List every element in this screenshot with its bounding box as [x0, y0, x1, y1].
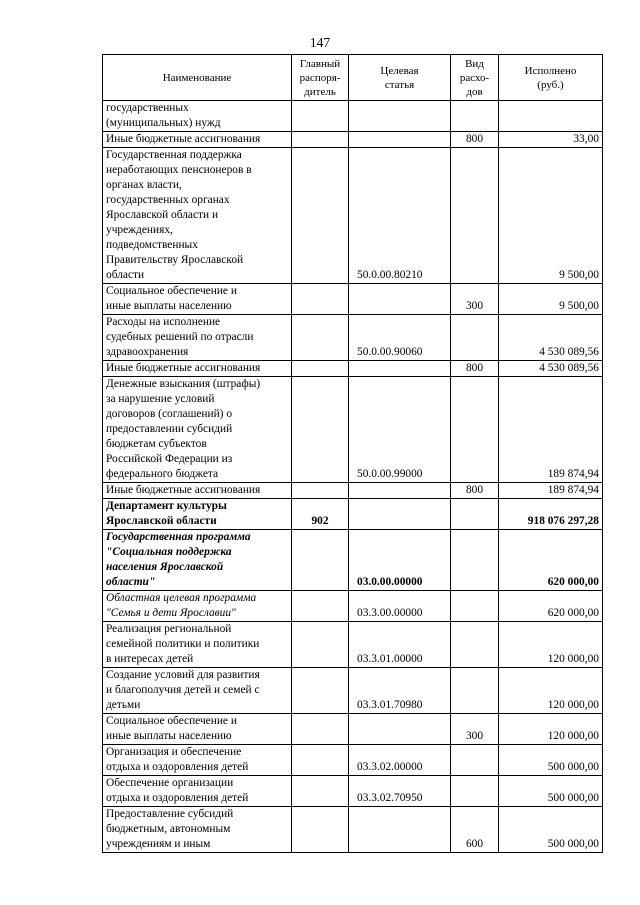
row-isp-cell: 9 500,00	[499, 148, 603, 284]
row-name-cell: Социальное обеспечение и иные выплаты населению	[103, 284, 292, 315]
header-row	[103, 55, 603, 101]
row-glav-cell	[292, 377, 349, 483]
row-cel-cell: 50.0.00.99000	[349, 377, 451, 483]
row-isp-cell: 500 000,00	[499, 745, 603, 776]
row-vid-cell	[451, 530, 499, 591]
row-glav-cell: 902	[292, 499, 349, 530]
header-glav: Главный распоря- дитель	[292, 55, 349, 101]
table-row	[103, 668, 603, 714]
table-row	[103, 591, 603, 622]
row-cel-cell: 03.3.02.00000	[349, 745, 451, 776]
row-isp-cell: 33,00	[499, 132, 603, 148]
row-glav-cell	[292, 361, 349, 377]
table-row	[103, 361, 603, 377]
row-vid-cell: 600	[451, 807, 499, 853]
row-cel-cell	[349, 101, 451, 132]
header-cel: Целевая статья	[349, 55, 451, 101]
row-glav-cell	[292, 591, 349, 622]
row-name-cell: Иные бюджетные ассигнования	[103, 132, 292, 148]
row-cel-cell: 50.0.00.80210	[349, 148, 451, 284]
table-row	[103, 101, 603, 132]
row-name-cell: Денежные взыскания (штрафы) за нарушение условий договоров (соглашений) о предоставлении субсидий бюджетам субъектов Российской Федерации из федерального бюджета	[103, 377, 292, 483]
row-name-cell: Создание условий для развития и благополучия детей и семей с детьми	[103, 668, 292, 714]
row-name-cell: Обеспечение организации отдыха и оздоровления детей	[103, 776, 292, 807]
row-cel-cell	[349, 132, 451, 148]
row-name-cell: Департамент культуры Ярославской области	[103, 499, 292, 530]
table-row	[103, 714, 603, 745]
row-vid-cell	[451, 148, 499, 284]
page-number: 147	[309, 35, 331, 50]
row-name-cell: Иные бюджетные ассигнования	[103, 361, 292, 377]
row-name-cell: Иные бюджетные ассигнования	[103, 483, 292, 499]
row-vid-cell	[451, 377, 499, 483]
table-body	[103, 101, 603, 853]
row-glav-cell	[292, 132, 349, 148]
row-isp-cell: 500 000,00	[499, 776, 603, 807]
table-row	[103, 148, 603, 284]
row-glav-cell	[292, 101, 349, 132]
row-isp-cell: 189 874,94	[499, 483, 603, 499]
row-isp-cell: 918 076 297,28	[499, 499, 603, 530]
table-row	[103, 807, 603, 853]
row-name-cell: государственных (муниципальных) нужд	[103, 101, 292, 132]
header-isp: Исполнено (руб.)	[499, 55, 603, 101]
row-cel-cell	[349, 483, 451, 499]
row-vid-cell	[451, 315, 499, 361]
table-row	[103, 132, 603, 148]
row-name-cell: Областная целевая программа "Семья и дети Ярославии"	[103, 591, 292, 622]
table-row	[103, 745, 603, 776]
table-row	[103, 499, 603, 530]
row-cel-cell: 03.0.00.00000	[349, 530, 451, 591]
row-glav-cell	[292, 315, 349, 361]
row-name-cell: Реализация региональной семейной политики и политики в интересах детей	[103, 622, 292, 668]
row-isp-cell: 9 500,00	[499, 284, 603, 315]
row-glav-cell	[292, 483, 349, 499]
row-name-cell: Государственная программа "Социальная поддержка населения Ярославской области"	[103, 530, 292, 591]
row-name-cell: Предоставление субсидий бюджетным, автономным учреждениям и иным	[103, 807, 292, 853]
table-row	[103, 377, 603, 483]
row-cel-cell: 03.3.02.70950	[349, 776, 451, 807]
row-isp-cell	[499, 101, 603, 132]
row-cel-cell	[349, 361, 451, 377]
row-vid-cell	[451, 776, 499, 807]
table-row	[103, 315, 603, 361]
row-vid-cell	[451, 499, 499, 530]
row-isp-cell: 120 000,00	[499, 622, 603, 668]
row-vid-cell	[451, 745, 499, 776]
row-glav-cell	[292, 622, 349, 668]
row-isp-cell: 120 000,00	[499, 668, 603, 714]
row-name-cell: Государственная поддержка неработающих пенсионеров в органах власти, государственных органах Ярославской области и учреждениях, подведомственных Правительству Ярославской области	[103, 148, 292, 284]
row-name-cell: Организация и обеспечение отдыха и оздоровления детей	[103, 745, 292, 776]
table-row	[103, 776, 603, 807]
row-cel-cell: 50.0.00.90060	[349, 315, 451, 361]
row-glav-cell	[292, 776, 349, 807]
budget-table	[102, 54, 603, 853]
table-row	[103, 483, 603, 499]
row-glav-cell	[292, 148, 349, 284]
row-vid-cell	[451, 622, 499, 668]
row-cel-cell	[349, 284, 451, 315]
row-glav-cell	[292, 745, 349, 776]
row-cel-cell: 03.3.01.00000	[349, 622, 451, 668]
row-isp-cell: 4 530 089,56	[499, 361, 603, 377]
table-row	[103, 284, 603, 315]
row-cel-cell: 03.3.01.70980	[349, 668, 451, 714]
row-name-cell: Социальное обеспечение и иные выплаты населению	[103, 714, 292, 745]
row-isp-cell: 120 000,00	[499, 714, 603, 745]
row-vid-cell	[451, 668, 499, 714]
row-vid-cell: 800	[451, 132, 499, 148]
row-vid-cell: 800	[451, 483, 499, 499]
row-isp-cell: 189 874,94	[499, 377, 603, 483]
row-glav-cell	[292, 807, 349, 853]
row-name-cell: Расходы на исполнение судебных решений по отрасли здравоохранения	[103, 315, 292, 361]
row-isp-cell: 620 000,00	[499, 530, 603, 591]
row-cel-cell	[349, 499, 451, 530]
row-vid-cell	[451, 591, 499, 622]
row-vid-cell: 300	[451, 284, 499, 315]
row-glav-cell	[292, 530, 349, 591]
row-vid-cell: 300	[451, 714, 499, 745]
table-row	[103, 530, 603, 591]
header-vid: Вид расхо- дов	[451, 55, 499, 101]
row-cel-cell	[349, 807, 451, 853]
row-cel-cell: 03.3.00.00000	[349, 591, 451, 622]
row-isp-cell: 620 000,00	[499, 591, 603, 622]
row-isp-cell: 4 530 089,56	[499, 315, 603, 361]
row-vid-cell	[451, 101, 499, 132]
row-vid-cell: 800	[451, 361, 499, 377]
row-glav-cell	[292, 284, 349, 315]
header-name: Наименование	[103, 55, 292, 101]
table-row	[103, 622, 603, 668]
row-glav-cell	[292, 714, 349, 745]
row-cel-cell	[349, 714, 451, 745]
row-isp-cell: 500 000,00	[499, 807, 603, 853]
row-glav-cell	[292, 668, 349, 714]
